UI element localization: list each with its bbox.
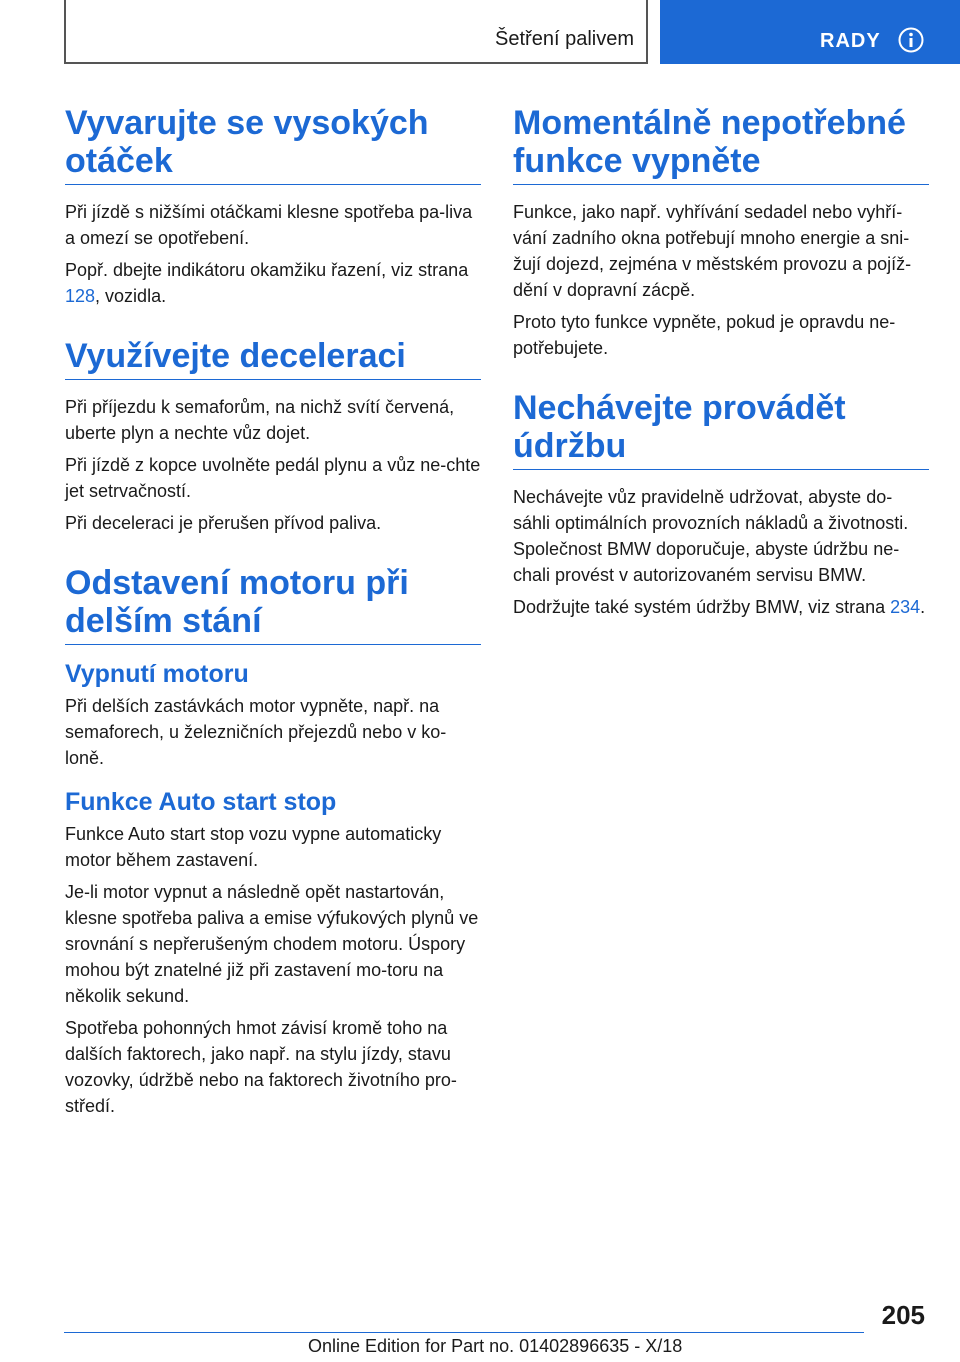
section-title: Vyvarujte se vysokých otáček (65, 104, 481, 185)
header-tab-label: RADY (820, 30, 881, 52)
paragraph (513, 594, 929, 620)
info-icon[interactable] (898, 27, 924, 53)
paragraph: Při delších zastávkách motor vypněte, např. na semaforech, u železničních přejezdů nebo v ko‐loně. (65, 696, 447, 768)
paragraph: Při příjezdu k semaforům, na nichž svítí červená, uberte plyn a nechte vůz dojet. (65, 397, 455, 443)
header-tab-rady[interactable] (660, 0, 960, 64)
section-deceleration (65, 337, 481, 536)
section-title: Využívejte deceleraci (65, 337, 481, 380)
paragraph: Při jízdě z kopce uvolněte pedál plynu a vůz ne‐chte jet setrvačností. (65, 455, 481, 501)
header-section-box (64, 0, 648, 64)
subsection-auto-start-stop (65, 787, 481, 1119)
section-title: Momentálně nepotřebné funkce vypněte (513, 104, 929, 185)
paragraph: Při deceleraci je přerušen přívod paliva. (65, 513, 382, 533)
footer-divider (64, 1332, 864, 1333)
text: Popř. dbejte indikátoru okamžiku řazení, viz strana (65, 260, 469, 280)
section-title: Odstavení motoru při delším stání (65, 564, 481, 645)
paragraph: Spotřeba pohonných hmot závisí kromě toho na dalších faktorech, jako např. na stylu jízdy, stavu vozovky, údržbě nebo na faktorech životního pro‐středí. (65, 1018, 457, 1116)
text: . (920, 597, 926, 617)
subsection-title: Vypnutí motoru (65, 660, 249, 688)
section-title: Nechávejte provádět údržbu (513, 389, 929, 470)
footer-edition: Online Edition for Part no. 01402896635 - X/18 (308, 1336, 683, 1356)
paragraph (65, 257, 481, 309)
page-link-128[interactable]: 128 (65, 286, 96, 306)
section-engine-off (65, 564, 481, 1119)
subsection-title: Funkce Auto start stop (65, 788, 337, 816)
paragraph: Při jízdě s nižšími otáčkami klesne spotřeba pa‐liva a omezí se opotřebení. (65, 202, 473, 248)
page-number: 205 (881, 1300, 925, 1330)
paragraph: Nechávejte vůz pravidelně udržovat, abyste do‐sáhli optimálních provozních nákladů a životnosti. Společnost BMW doporučuje, abyste údržbu ne‐chali provést v autorizovaném servisu BMW. (513, 487, 909, 585)
section-maintenance (513, 389, 929, 620)
text: , vozidla. (95, 286, 167, 306)
section-high-rpm (65, 104, 481, 309)
header-section-title: Šetření palivem (495, 28, 634, 50)
subsection-engine-off (65, 659, 481, 771)
page-link-234[interactable]: 234 (890, 597, 921, 617)
right-column (513, 104, 929, 648)
paragraph: Funkce Auto start stop vozu vypne automaticky motor během zastavení. (65, 824, 442, 870)
section-unneeded-functions (513, 104, 929, 361)
paragraph: Je-li motor vypnut a následně opět nastartován, klesne spotřeba paliva a emise výfukových plynů ve srovnání s nepřerušeným chodem motoru. Úspory mohou být znatelné již při zastavení mo‐toru na několik sekund. (65, 882, 479, 1006)
text: Dodržujte také systém údržby BMW, viz strana (513, 597, 891, 617)
paragraph: Funkce, jako např. vyhřívání sedadel nebo vyhří‐vání zadního okna potřebují mnoho energie a sni‐žují dojezd, zejména v městském provozu a pojíž‐dění v dopravní zácpě. (513, 202, 912, 300)
left-column (65, 104, 481, 1147)
paragraph: Proto tyto funkce vypněte, pokud je opravdu ne‐potřebujete. (513, 312, 896, 358)
